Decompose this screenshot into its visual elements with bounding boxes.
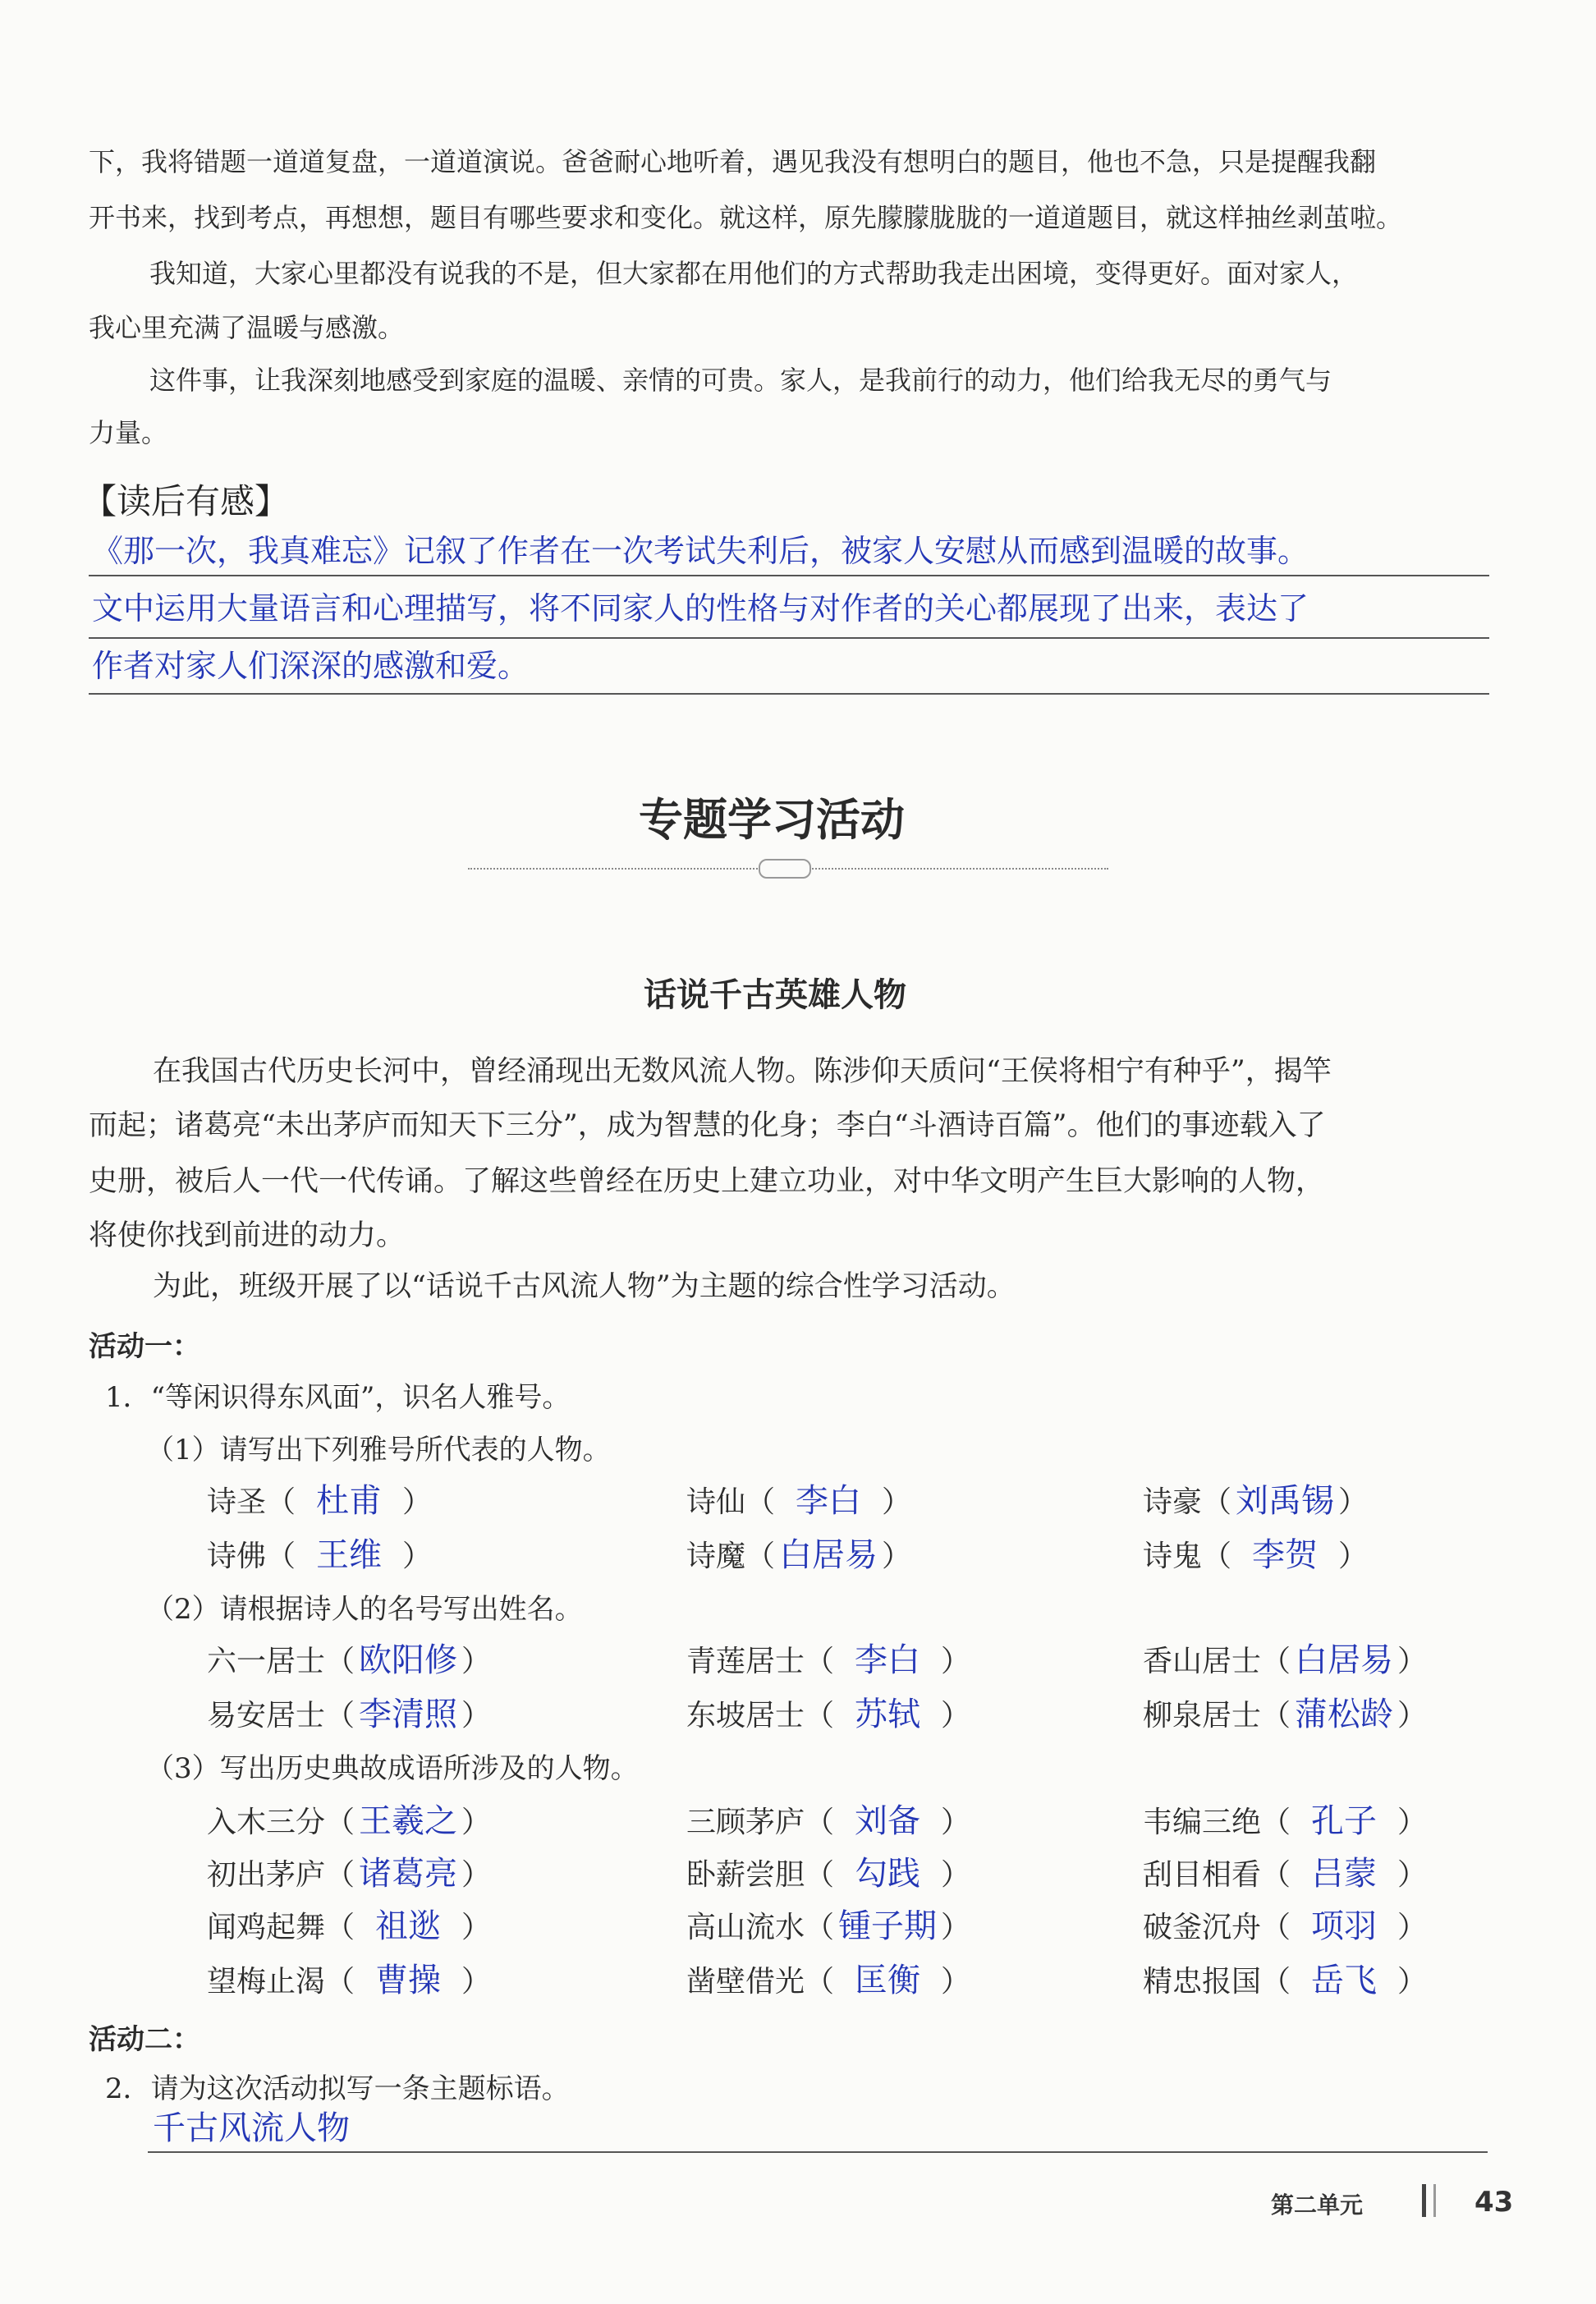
answer-cell: 六一居士（ 欧阳修 ） bbox=[207, 1634, 491, 1681]
answer-value[interactable]: 诸葛亮 bbox=[359, 1855, 458, 1893]
intro-line: 在我国古代历史长河中，曾经涌现出无数风流人物。陈涉仰天质问“王侯将相宁有种乎”，揭竿 bbox=[153, 1055, 1332, 1088]
reflection-header: 【读后有感】 bbox=[82, 481, 290, 521]
answer-value[interactable]: 岳飞 bbox=[1311, 1962, 1378, 1999]
answer-value[interactable]: 项羽 bbox=[1311, 1907, 1378, 1945]
answer-cell: 易安居士（ 李清照 ） bbox=[207, 1688, 491, 1735]
question-1: 1．“等闲识得东风面”，识名人雅号。 bbox=[105, 1381, 571, 1414]
intro-line: 为此，班级开展了以“话说千古风流人物”为主题的综合性学习活动。 bbox=[153, 1270, 1016, 1303]
answer-cell: 刮目相看（ 吕蒙 ） bbox=[1143, 1847, 1427, 1894]
answer-cell: 初出茅庐（ 诸葛亮 ） bbox=[207, 1847, 491, 1894]
activity2-label: 活动二： bbox=[89, 2023, 200, 2056]
answer-value[interactable]: 苏轼 bbox=[855, 1696, 921, 1733]
answer-cell: 诗鬼（ 李贺 ） bbox=[1143, 1529, 1368, 1576]
answer-rule bbox=[89, 637, 1489, 639]
answer-value[interactable]: 李白 bbox=[796, 1482, 862, 1520]
answer-value[interactable]: 吕蒙 bbox=[1311, 1855, 1378, 1893]
activity1-label: 活动一： bbox=[89, 1330, 200, 1363]
answer-value[interactable]: 刘备 bbox=[855, 1802, 921, 1840]
divider-ornament-icon bbox=[759, 859, 811, 879]
answer-value[interactable]: 白居易 bbox=[1295, 1641, 1394, 1679]
answer-cell: 香山居士（ 白居易 ） bbox=[1143, 1634, 1427, 1681]
answer-rule bbox=[148, 2151, 1488, 2153]
essay-line: 我知道，大家心里都没有说我的不是，但大家都在用他们的方式帮助我走出困境，变得更好。面对家人， bbox=[149, 258, 1359, 289]
answer-rule bbox=[89, 693, 1489, 695]
answer-rule bbox=[89, 575, 1489, 576]
answer-cell: 望梅止渴（ 曹操 ） bbox=[207, 1954, 491, 2001]
subquestion-2: （2）请根据诗人的名号写出姓名。 bbox=[146, 1593, 583, 1626]
essay-line: 力量。 bbox=[89, 417, 168, 448]
answer-cell: 青莲居士（ 李白 ） bbox=[686, 1634, 970, 1681]
answer-cell: 凿壁借光（ 匡衡 ） bbox=[686, 1954, 970, 2001]
answer-value[interactable]: 刘禹锡 bbox=[1236, 1482, 1335, 1520]
answer-cell: 卧薪尝胆（ 勾践 ） bbox=[686, 1847, 970, 1894]
answer-value[interactable]: 匡衡 bbox=[855, 1962, 921, 1999]
answer-value[interactable]: 杜甫 bbox=[316, 1482, 383, 1520]
intro-line: 将使你找到前进的动力。 bbox=[89, 1219, 406, 1252]
answer-value[interactable]: 李清照 bbox=[359, 1696, 458, 1733]
essay-line: 这件事，让我深刻地感受到家庭的温暖、亲情的可贵。家人，是我前行的动力，他们给我无尽的勇气与 bbox=[149, 365, 1332, 396]
answer-cell: 三顾茅庐（ 刘备 ） bbox=[686, 1795, 970, 1842]
answer-cell: 东坡居士（ 苏轼 ） bbox=[686, 1688, 970, 1735]
answer-value[interactable]: 孔子 bbox=[1311, 1802, 1378, 1840]
answer-cell: 诗圣（ 杜甫 ） bbox=[207, 1475, 432, 1521]
answer-cell: 高山流水（ 锺子期 ） bbox=[686, 1900, 970, 1947]
page-number: 43 bbox=[1474, 2186, 1514, 2219]
answer-cell: 破釜沉舟（ 项羽 ） bbox=[1143, 1900, 1427, 1947]
answer-value[interactable]: 王羲之 bbox=[359, 1802, 458, 1840]
answer-cell: 精忠报国（ 岳飞 ） bbox=[1143, 1954, 1427, 2001]
answer-cell: 诗魔（ 白居易 ） bbox=[686, 1529, 911, 1576]
answer-value[interactable]: 祖逖 bbox=[375, 1907, 442, 1945]
answer-value[interactable]: 李贺 bbox=[1252, 1536, 1319, 1574]
essay-line: 开书来，找到考点，再想想，题目有哪些要求和变化。就这样，原先朦朦胧胧的一道道题目，就这样抽丝剥茧啦。 bbox=[89, 202, 1403, 233]
unit-label: 第二单元 bbox=[1271, 2192, 1364, 2219]
answer-value[interactable]: 曹操 bbox=[375, 1962, 442, 1999]
answer-cell: 柳泉居士（ 蒲松龄 ） bbox=[1143, 1688, 1427, 1735]
answer-value[interactable]: 欧阳修 bbox=[359, 1641, 458, 1679]
footer-separator-light bbox=[1433, 2184, 1436, 2217]
answer-cell: 诗仙（ 李白 ） bbox=[686, 1475, 911, 1521]
reflection-line: 作者对家人们深深的感激和爱。 bbox=[92, 648, 530, 684]
answer-value[interactable]: 王维 bbox=[316, 1536, 383, 1574]
section-subtitle: 话说千古英雄人物 bbox=[644, 976, 906, 1014]
answer-value[interactable]: 李白 bbox=[855, 1641, 921, 1679]
intro-line: 而起；诸葛亮“未出茅庐而知天下三分”，成为智慧的化身；李白“斗酒诗百篇”。他们的事迹载入了 bbox=[89, 1109, 1326, 1142]
reflection-line: 《那一次，我真难忘》记叙了作者在一次考试失利后，被家人安慰从而感到温暖的故事。 bbox=[92, 533, 1309, 569]
answer-cell: 闻鸡起舞（ 祖逖 ） bbox=[207, 1900, 491, 1947]
answer-cell: 入木三分（ 王羲之 ） bbox=[207, 1795, 491, 1842]
answer-cell: 韦编三绝（ 孔子 ） bbox=[1143, 1795, 1427, 1842]
answer-value[interactable]: 勾践 bbox=[855, 1855, 921, 1893]
subquestion-3: （3）写出历史典故成语所涉及的人物。 bbox=[146, 1752, 639, 1785]
section-title: 专题学习活动 bbox=[639, 794, 905, 846]
answer-value[interactable]: 锺子期 bbox=[838, 1907, 938, 1945]
question-2: 2．请为这次活动拟写一条主题标语。 bbox=[105, 2072, 570, 2105]
answer-value[interactable]: 蒲松龄 bbox=[1295, 1696, 1394, 1733]
answer-value[interactable]: 白居易 bbox=[779, 1536, 878, 1574]
subquestion-1: （1）请写出下列雅号所代表的人物。 bbox=[146, 1434, 611, 1466]
intro-line: 史册，被后人一代一代传诵。了解这些曾经在历史上建立功业，对中华文明产生巨大影响的人物， bbox=[89, 1165, 1325, 1198]
reflection-line: 文中运用大量语言和心理描写，将不同家人的性格与对作者的关心都展现了出来，表达了 bbox=[92, 590, 1309, 626]
answer-cell: 诗豪（ 刘禹锡 ） bbox=[1143, 1475, 1368, 1521]
essay-line: 我心里充满了温暖与感激。 bbox=[89, 312, 405, 343]
slogan-answer[interactable]: 千古风流人物 bbox=[153, 2109, 350, 2147]
answer-cell: 诗佛（ 王维 ） bbox=[207, 1529, 432, 1576]
footer-separator bbox=[1422, 2184, 1426, 2217]
essay-line: 下，我将错题一道道复盘，一道道演说。爸爸耐心地听着，遇见我没有想明白的题目，他也不急，只是提醒我翻 bbox=[89, 146, 1377, 177]
